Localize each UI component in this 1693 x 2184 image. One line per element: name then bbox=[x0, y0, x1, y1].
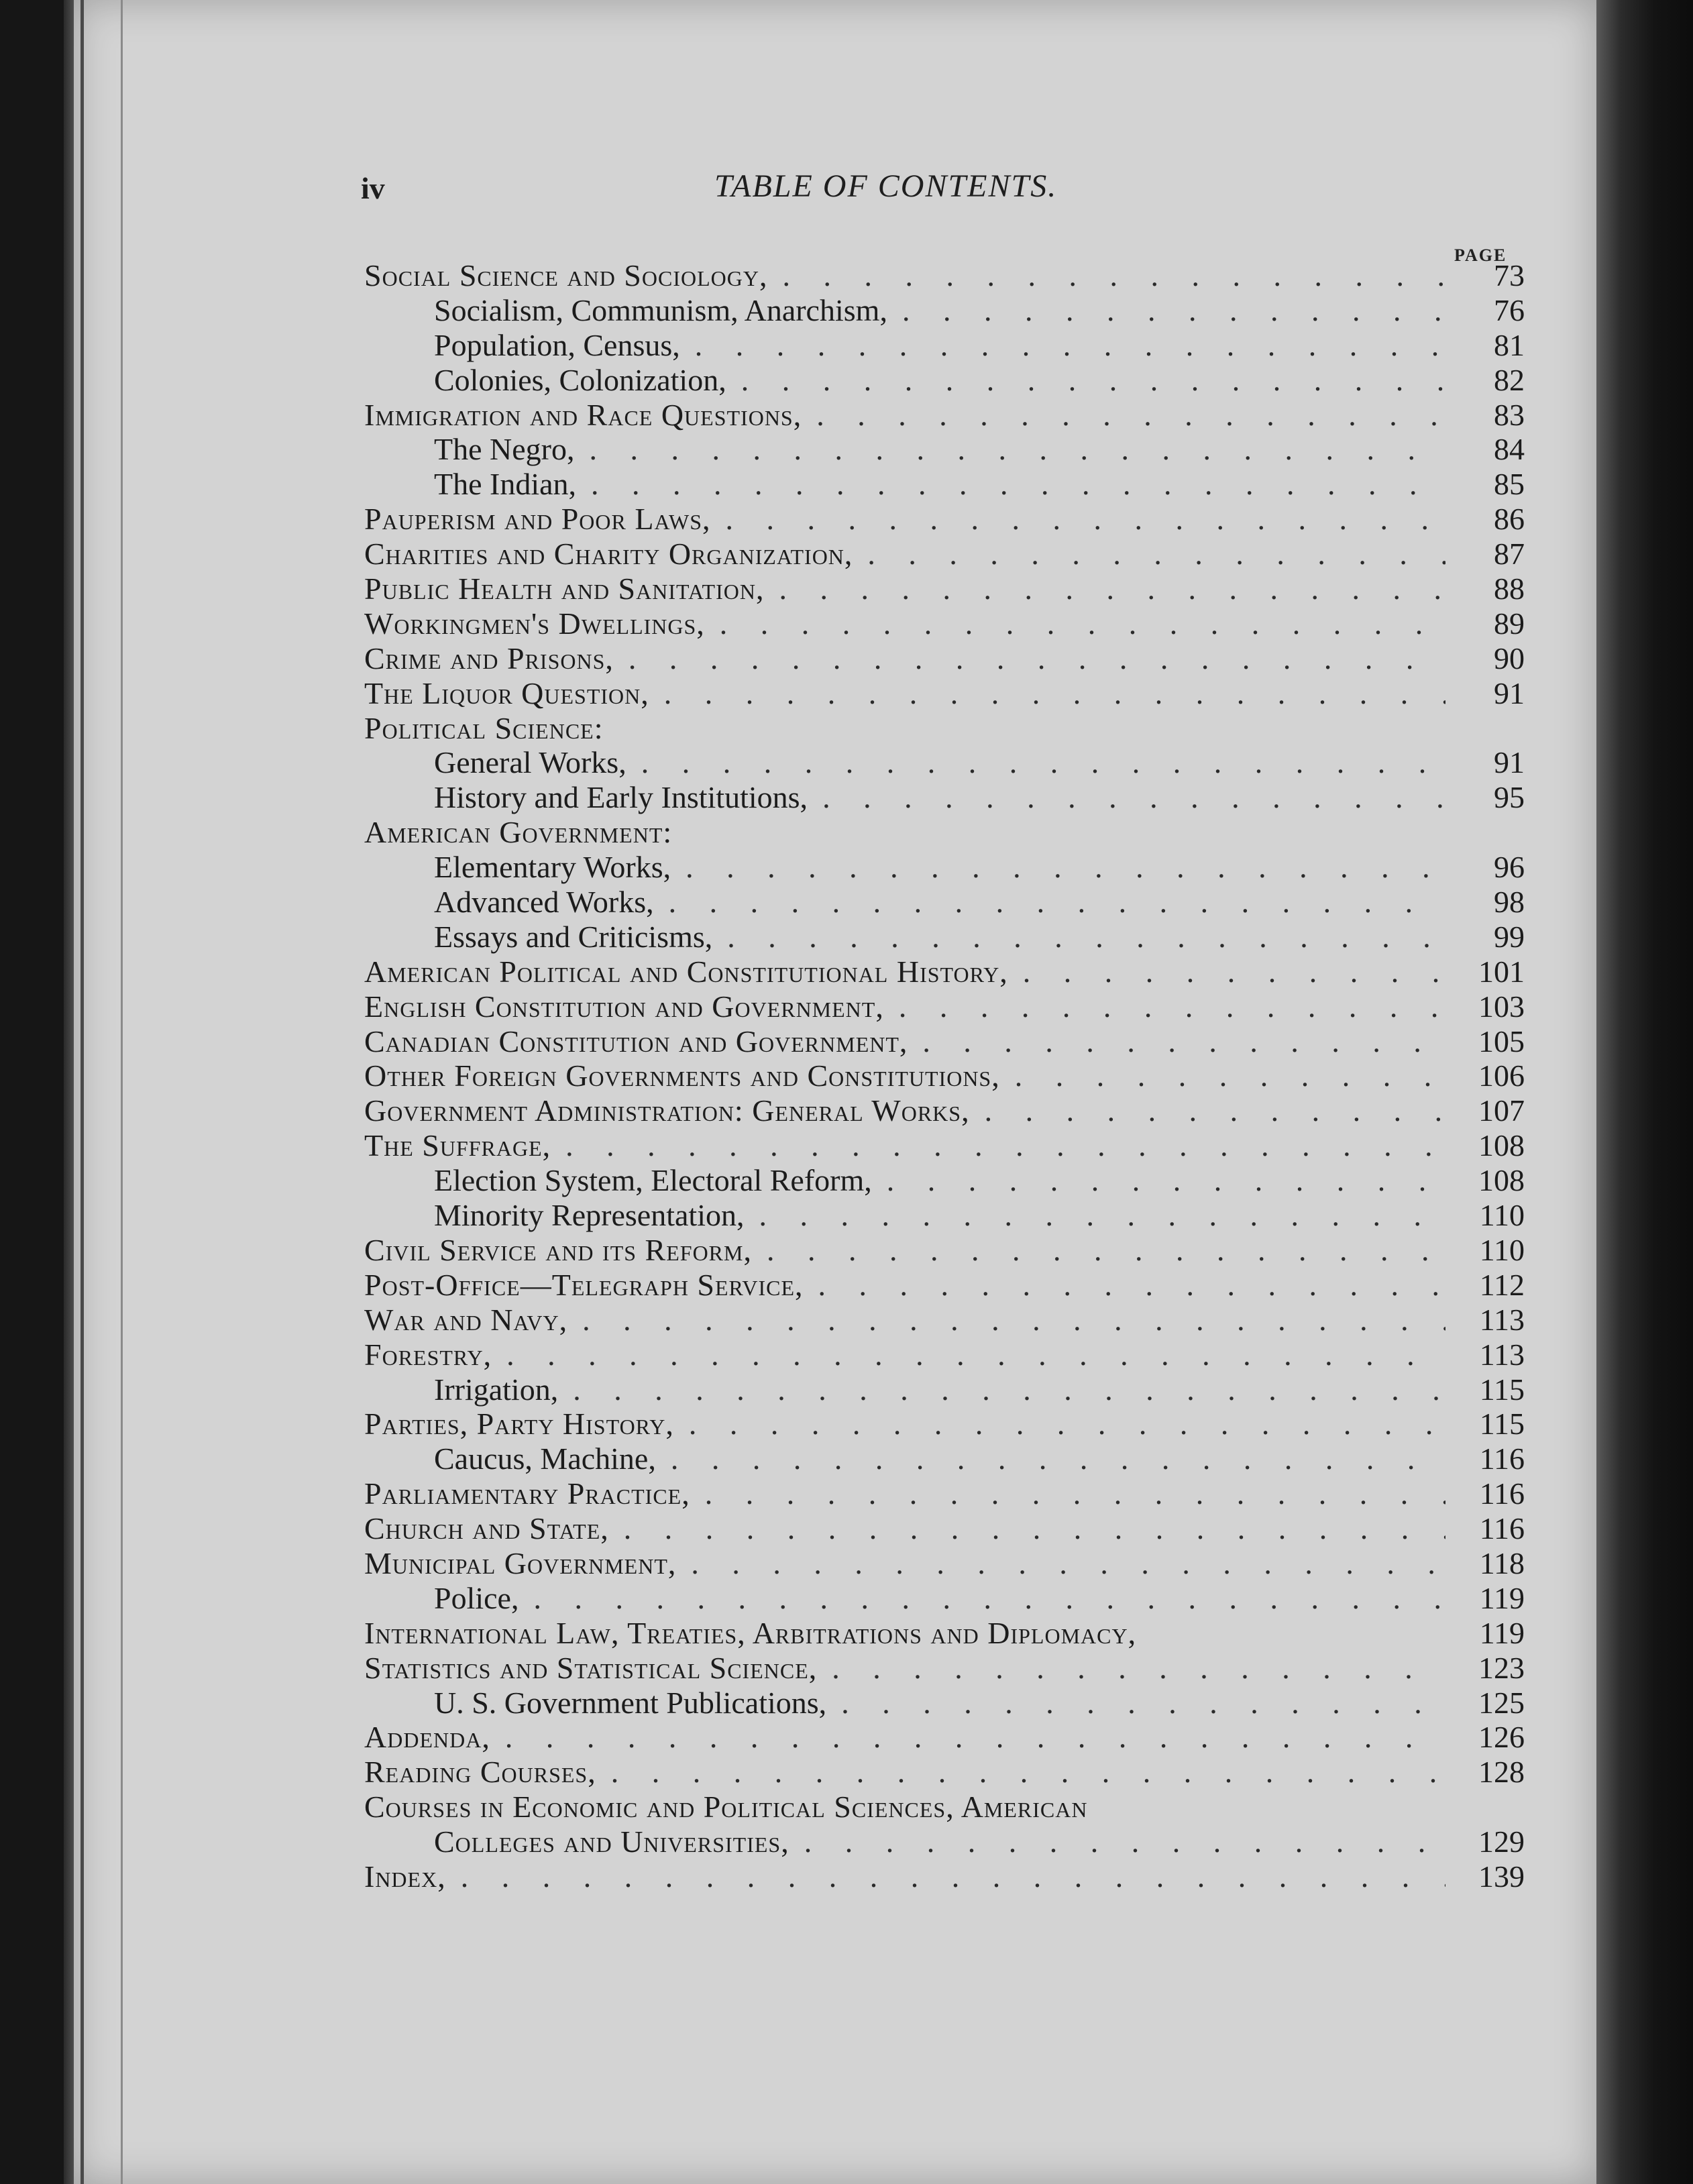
toc-entry bbox=[364, 1720, 1525, 1755]
page-title: TABLE OF CONTENTS. bbox=[714, 168, 1058, 204]
toc-entry bbox=[364, 1268, 1525, 1303]
toc-entry-page: 113 bbox=[1479, 1337, 1525, 1372]
dot-leader bbox=[902, 293, 1445, 328]
toc-entry-title: Advanced Works, bbox=[434, 885, 654, 920]
toc-entry bbox=[364, 815, 1525, 850]
dot-leader bbox=[705, 1476, 1445, 1511]
toc-entry-title: Index, bbox=[364, 1859, 446, 1894]
dot-leader bbox=[841, 1686, 1445, 1721]
dot-leader bbox=[720, 606, 1445, 641]
toc-entry bbox=[364, 1337, 1525, 1372]
dot-leader bbox=[691, 1546, 1445, 1581]
toc-entry-page: 123 bbox=[1478, 1650, 1525, 1685]
toc-entry-title: The Negro, bbox=[434, 432, 575, 467]
toc-entry-page: 83 bbox=[1494, 397, 1525, 432]
dot-leader bbox=[669, 885, 1445, 920]
toc-entry-title: Social Science and Sociology, bbox=[364, 258, 768, 292]
toc-entry bbox=[364, 1058, 1525, 1093]
toc-entry-title: The Indian, bbox=[434, 467, 577, 502]
toc-entry bbox=[364, 1407, 1525, 1441]
toc-entry bbox=[364, 1546, 1525, 1581]
toc-entry-title: Post-Office—Telegraph Service, bbox=[364, 1267, 804, 1302]
toc-entry-title: Political Science: bbox=[364, 710, 604, 745]
toc-entry-page: 82 bbox=[1494, 362, 1525, 397]
toc-entry bbox=[364, 1859, 1525, 1894]
toc-entry-title: General Works, bbox=[434, 745, 626, 780]
toc-entry-title: Elementary Works, bbox=[434, 850, 671, 885]
toc-entry bbox=[364, 989, 1525, 1024]
toc-entry-page: 119 bbox=[1479, 1615, 1525, 1650]
toc-entry-title: Pauperism and Poor Laws, bbox=[364, 502, 711, 537]
dot-leader bbox=[641, 745, 1445, 780]
toc-entry bbox=[364, 328, 1525, 363]
toc-entry-page: 107 bbox=[1478, 1093, 1525, 1128]
toc-entry bbox=[364, 1303, 1525, 1337]
dot-leader bbox=[624, 1511, 1445, 1546]
dot-leader bbox=[818, 1268, 1446, 1303]
toc-entry-page: 86 bbox=[1494, 502, 1525, 537]
dot-leader bbox=[611, 1755, 1445, 1790]
toc-entry-page: 128 bbox=[1478, 1755, 1525, 1790]
toc-entry-page: 125 bbox=[1478, 1685, 1525, 1720]
toc-entry-page: 106 bbox=[1478, 1058, 1525, 1093]
dot-leader bbox=[726, 502, 1445, 537]
toc-entry bbox=[364, 1581, 1525, 1616]
toc-entry bbox=[364, 885, 1525, 920]
toc-entry-title: Church and State, bbox=[364, 1511, 609, 1546]
toc-entry-page: 81 bbox=[1494, 327, 1525, 362]
toc-entry-page: 84 bbox=[1494, 432, 1525, 467]
toc-entry bbox=[364, 676, 1525, 711]
toc-entry bbox=[364, 1686, 1525, 1721]
toc-entry-page: 116 bbox=[1479, 1511, 1525, 1546]
dot-leader bbox=[822, 780, 1445, 815]
toc-entry-page: 76 bbox=[1494, 292, 1525, 327]
toc-entry bbox=[364, 502, 1525, 537]
toc-entry-title: Municipal Government, bbox=[364, 1545, 677, 1580]
toc-entry bbox=[364, 1372, 1525, 1407]
toc-entry-title: Election System, Electoral Reform, bbox=[434, 1163, 872, 1198]
toc-entry-page: 110 bbox=[1479, 1232, 1525, 1267]
page-right-edge bbox=[1596, 0, 1693, 2184]
toc-entry bbox=[364, 1651, 1525, 1686]
toc-entry-page: 91 bbox=[1494, 745, 1525, 780]
dot-leader bbox=[671, 1441, 1445, 1476]
toc-entry-page: 112 bbox=[1479, 1267, 1525, 1302]
dot-leader bbox=[782, 258, 1445, 293]
toc-entry-title: Statistics and Statistical Science, bbox=[364, 1650, 818, 1685]
toc-entry-title: War and Navy, bbox=[364, 1302, 568, 1337]
toc-entry-page: 103 bbox=[1478, 989, 1525, 1024]
dot-leader bbox=[922, 1024, 1445, 1059]
toc-entry-title: Reading Courses, bbox=[364, 1755, 596, 1790]
toc-entry-page: 139 bbox=[1478, 1859, 1525, 1894]
dot-leader bbox=[461, 1859, 1445, 1894]
toc-entry bbox=[364, 1824, 1525, 1859]
dot-leader bbox=[832, 1651, 1445, 1686]
dot-leader bbox=[779, 571, 1445, 606]
toc-entry-title: Minority Representation, bbox=[434, 1198, 745, 1233]
toc-entry-title: Forestry, bbox=[364, 1337, 492, 1372]
toc-entry-page: 91 bbox=[1494, 675, 1525, 710]
toc-entry bbox=[364, 1024, 1525, 1059]
toc-entry bbox=[364, 1441, 1525, 1476]
dot-leader bbox=[689, 1407, 1445, 1441]
toc-entry-title: Civil Service and its Reform, bbox=[364, 1232, 752, 1267]
dot-leader bbox=[1015, 1058, 1445, 1093]
dot-leader bbox=[591, 467, 1445, 502]
toc-entry-title: Government Administration: General Works, bbox=[364, 1093, 970, 1128]
toc-entry bbox=[364, 1093, 1525, 1128]
toc-entry-title: American Government: bbox=[364, 815, 673, 850]
toc-entry-title: Public Health and Sanitation, bbox=[364, 571, 765, 606]
toc-entry-page: 101 bbox=[1478, 954, 1525, 989]
toc-entry-page: 119 bbox=[1479, 1580, 1525, 1615]
toc-entry-title: Courses in Economic and Political Sciences, American bbox=[364, 1790, 1088, 1824]
dot-leader bbox=[899, 989, 1445, 1024]
toc-entry-title: Irrigation, bbox=[434, 1372, 559, 1407]
toc-entry-page: 129 bbox=[1478, 1824, 1525, 1859]
toc-entry-page: 108 bbox=[1478, 1163, 1525, 1198]
toc-entry bbox=[364, 467, 1525, 502]
toc-entry-title: Immigration and Race Questions, bbox=[364, 397, 802, 432]
toc-entry bbox=[364, 398, 1525, 433]
dot-leader bbox=[816, 398, 1445, 433]
page-folio: iv bbox=[361, 171, 385, 205]
toc-entry bbox=[364, 571, 1525, 606]
toc-entry bbox=[364, 1476, 1525, 1511]
toc-entry bbox=[364, 1790, 1525, 1824]
toc-entry bbox=[364, 920, 1525, 954]
dot-leader bbox=[573, 1372, 1445, 1407]
toc-entry-page: 98 bbox=[1494, 885, 1525, 920]
toc-entry-title: The Suffrage, bbox=[364, 1128, 551, 1163]
toc-entry-title: Charities and Charity Organization, bbox=[364, 537, 853, 571]
toc-entry bbox=[364, 606, 1525, 641]
toc-entry bbox=[364, 780, 1525, 815]
dot-leader bbox=[629, 641, 1445, 676]
toc-entry bbox=[364, 537, 1525, 571]
toc-entry-title: Caucus, Machine, bbox=[434, 1441, 656, 1476]
dot-leader bbox=[741, 363, 1445, 398]
toc-entry-title: Police, bbox=[434, 1580, 519, 1615]
dot-leader bbox=[1023, 954, 1445, 989]
toc-entry-title: Other Foreign Governments and Constitutions, bbox=[364, 1058, 1000, 1093]
page-column-label: PAGE bbox=[1454, 245, 1507, 265]
toc-entry-title: Population, Census, bbox=[434, 327, 680, 362]
toc-entry-page: 116 bbox=[1479, 1441, 1525, 1476]
toc-entry bbox=[364, 432, 1525, 467]
toc-entry-page: 88 bbox=[1494, 571, 1525, 606]
toc-entry-page: 108 bbox=[1478, 1128, 1525, 1163]
dot-leader bbox=[767, 1233, 1445, 1268]
toc-entry-title: Addenda, bbox=[364, 1720, 490, 1755]
toc-entry-title: The Liquor Question, bbox=[364, 675, 649, 710]
toc-entry-title: Canadian Constitution and Government, bbox=[364, 1024, 908, 1058]
toc-entry-page: 95 bbox=[1494, 780, 1525, 815]
toc-entry-title: Workingmen's Dwellings, bbox=[364, 606, 705, 641]
toc-entry-title: Parties, Party History, bbox=[364, 1407, 674, 1441]
toc-entry bbox=[364, 363, 1525, 398]
dot-leader bbox=[565, 1128, 1445, 1163]
toc-entry bbox=[364, 258, 1525, 293]
toc-entry-page: 116 bbox=[1479, 1476, 1525, 1511]
dot-leader bbox=[727, 920, 1445, 954]
dot-leader bbox=[686, 850, 1445, 885]
dot-leader bbox=[506, 1337, 1445, 1372]
toc-entry bbox=[364, 641, 1525, 676]
toc-entry bbox=[364, 1511, 1525, 1546]
toc-entry-page: 105 bbox=[1478, 1024, 1525, 1058]
toc-entry-title: Essays and Criticisms, bbox=[434, 919, 713, 954]
toc-entry bbox=[364, 1755, 1525, 1790]
dot-leader bbox=[533, 1581, 1445, 1616]
dot-leader bbox=[582, 1303, 1445, 1337]
toc-entry bbox=[364, 293, 1525, 328]
toc-entry-page: 85 bbox=[1494, 467, 1525, 502]
toc-entry bbox=[364, 1163, 1525, 1198]
toc-entry-page: 99 bbox=[1494, 919, 1525, 954]
toc-entry-page: 126 bbox=[1478, 1720, 1525, 1755]
toc-entry-title: International Law, Treaties, Arbitrations and Diplomacy, bbox=[364, 1615, 1137, 1650]
toc-entry bbox=[364, 1233, 1525, 1268]
toc-entry-page: 118 bbox=[1479, 1545, 1525, 1580]
toc-entry bbox=[364, 711, 1525, 746]
toc-entry-page: 90 bbox=[1494, 641, 1525, 675]
toc-entry bbox=[364, 954, 1525, 989]
toc-entry-title: Colleges and Universities, bbox=[434, 1824, 789, 1859]
toc-entry-title: Colonies, Colonization, bbox=[434, 362, 726, 397]
toc-entry-page: 113 bbox=[1479, 1302, 1525, 1337]
toc-entry-title: English Constitution and Government, bbox=[364, 989, 884, 1024]
dot-leader bbox=[589, 432, 1445, 467]
dot-leader bbox=[664, 676, 1445, 711]
toc-entry bbox=[364, 1128, 1525, 1163]
toc-entry-page: 96 bbox=[1494, 850, 1525, 885]
toc-entry-title: Socialism, Communism, Anarchism, bbox=[434, 292, 887, 327]
toc-entry bbox=[364, 745, 1525, 780]
table-of-contents bbox=[364, 258, 1525, 1894]
dot-leader bbox=[759, 1198, 1445, 1233]
toc-entry-page: 115 bbox=[1479, 1407, 1525, 1441]
toc-entry-page: 110 bbox=[1479, 1198, 1525, 1233]
dot-leader bbox=[695, 328, 1445, 363]
dot-leader bbox=[867, 537, 1445, 571]
dot-leader bbox=[505, 1720, 1445, 1755]
toc-entry bbox=[364, 1198, 1525, 1233]
toc-entry bbox=[364, 850, 1525, 885]
toc-entry-title: American Political and Constitutional History, bbox=[364, 954, 1008, 989]
toc-entry-title: History and Early Institutions, bbox=[434, 780, 808, 815]
toc-entry-page: 89 bbox=[1494, 606, 1525, 641]
toc-entry-page: 115 bbox=[1479, 1372, 1525, 1407]
toc-entry-title: Crime and Prisons, bbox=[364, 641, 614, 675]
dot-leader bbox=[887, 1163, 1445, 1198]
dot-leader bbox=[804, 1824, 1445, 1859]
toc-entry-title: Parliamentary Practice, bbox=[364, 1476, 690, 1511]
toc-entry-title: U. S. Government Publications, bbox=[434, 1685, 827, 1720]
toc-entry-page: 87 bbox=[1494, 537, 1525, 571]
dot-leader bbox=[985, 1093, 1445, 1128]
toc-entry-page: 73 bbox=[1494, 258, 1525, 292]
toc-entry bbox=[364, 1616, 1525, 1651]
